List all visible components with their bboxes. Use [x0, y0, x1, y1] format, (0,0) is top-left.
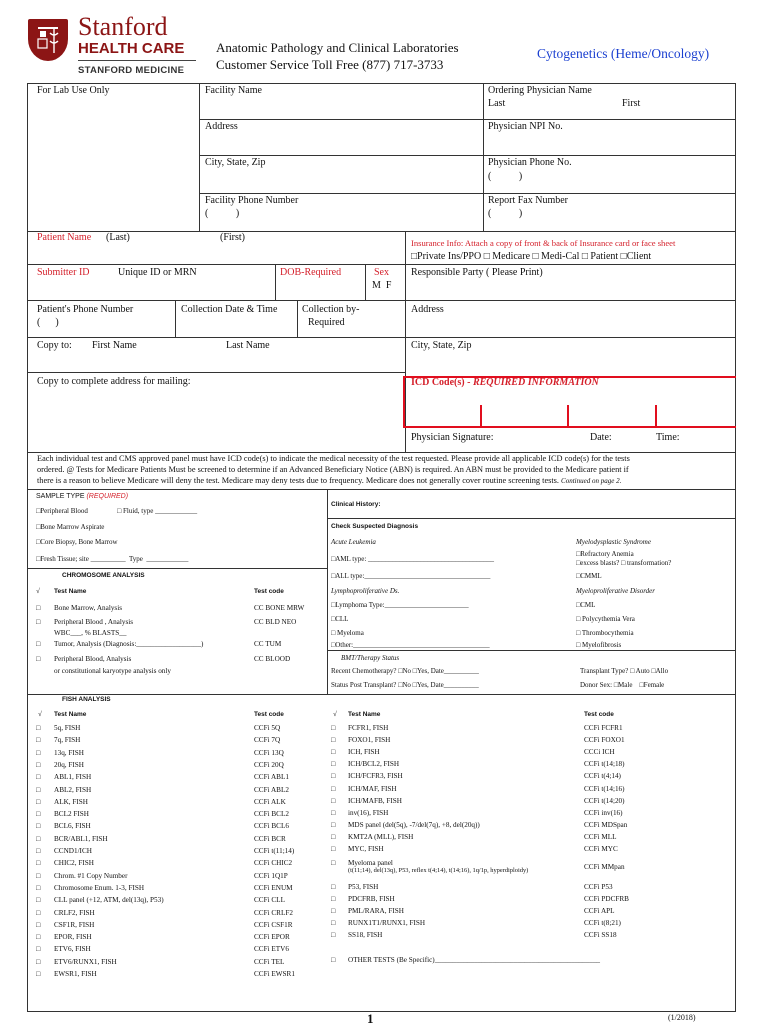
fish-checkbox[interactable]: □	[36, 749, 41, 757]
sex-label: Sex	[374, 267, 389, 278]
notice-line-1: Each individual test and CMS approved panel must have ICD code(s) to indicate the medical necessity of the test requested. Please provide all applicable ICD code(s) for the tests	[37, 454, 630, 463]
mds-label: Myelodysplastic Syndrome	[576, 538, 651, 546]
fish-test-code: CCFi MDSpan	[584, 821, 628, 829]
mpd-label: Myeloproliferative Disorder	[576, 587, 655, 595]
patient-phone-field[interactable]: Patient's Phone Number	[37, 304, 134, 315]
fish-test-code: CCFi MYC	[584, 845, 618, 853]
fish-left-check-header: √	[38, 710, 42, 718]
dx-all[interactable]: □ALL type:____________________________________	[331, 572, 491, 580]
dx-lymphoma[interactable]: □Lymphoma Type:________________________	[331, 601, 469, 609]
chromosome-test-name: Peripheral Blood , Analysis	[54, 618, 134, 626]
patient-phone-paren: ( )	[37, 317, 59, 328]
fish-test-name: Chrom. #1 Copy Number	[54, 872, 128, 880]
fish-test-name: ICH/FCFR3, FISH	[348, 772, 403, 780]
fish-test-code: CCFi t(8;21)	[584, 919, 621, 927]
fish-test-name: BCR/ABL1, FISH	[54, 835, 108, 843]
fish-test-code: CCFi CHIC2	[254, 859, 293, 867]
fish-test-code: CCFi t(14;20)	[584, 797, 625, 805]
fish-test-name: CHIC2, FISH	[54, 859, 94, 867]
fish-checkbox[interactable]: □	[36, 884, 41, 892]
fish-test-code: CCFi 5Q	[254, 724, 281, 732]
fish-test-code: CCFi t(14;18)	[584, 760, 625, 768]
fish-left-test-code-header: Test code	[254, 711, 284, 718]
dx-myeloma[interactable]: □ Myeloma	[331, 629, 364, 637]
responsible-city-field[interactable]: City, State, Zip	[411, 340, 472, 351]
fish-test-code: CCFi MMpan	[584, 863, 625, 871]
responsible-party-field[interactable]: Responsible Party ( Please Print)	[411, 267, 543, 278]
fish-test-name: CLL panel (+12, ATM, del(13q), P53)	[54, 896, 164, 904]
acute-leukemia-label: Acute Leukemia	[331, 538, 376, 546]
fish-checkbox[interactable]: □	[36, 835, 41, 843]
fish-checkbox[interactable]: □	[36, 786, 41, 794]
patient-first-field[interactable]: (First)	[220, 232, 245, 243]
fish-test-code: CCFi t(11;14)	[254, 847, 295, 855]
fish-test-code: CCFi ABL1	[254, 773, 289, 781]
fish-test-name: FCFR1, FISH	[348, 724, 389, 732]
fish-test-code: CCFi FOXO1	[584, 736, 625, 744]
fish-test-name: ICH/BCL2, FISH	[348, 760, 400, 768]
dept-line-2: Customer Service Toll Free (877) 717-3733	[216, 57, 444, 72]
form-version: (1/2018)	[668, 1013, 696, 1022]
physician-phone-paren: ( )	[488, 171, 523, 182]
responsible-address-field[interactable]: Address	[411, 304, 444, 315]
unique-id-field[interactable]: Unique ID or MRN	[118, 267, 197, 278]
physician-first-field[interactable]: First	[622, 98, 641, 109]
fish-checkbox[interactable]: □	[36, 872, 41, 880]
insurance-options[interactable]: □Private Ins/PPO □ Medicare □ Medi-Cal □ Patient □Client	[411, 251, 652, 262]
fish-checkbox[interactable]: □	[36, 909, 41, 917]
fish-checkbox[interactable]: □	[331, 907, 336, 915]
fish-left-test-name-header: Test Name	[54, 711, 87, 718]
copy-first-name-field[interactable]: First Name	[92, 340, 137, 351]
fish-test-name: CRLF2, FISH	[54, 909, 95, 917]
icd-codes-field[interactable]: ICD Code(s) - REQUIRED INFORMATION	[411, 377, 599, 388]
notice-line-3: there is a reason to believe Medicare will deny the test. Medicare may deny tests due to frequency. Medicare does not generally cover routine screening tests. Continued on page 2.	[37, 476, 622, 485]
chromosome-test-name: Bone Marrow, Analysis	[54, 604, 123, 612]
bmt-status-label: BMT/Therapy Status	[341, 654, 400, 662]
fish-test-name: MYC, FISH	[348, 845, 384, 853]
fish-test-name: ICH/MAFB, FISH	[348, 797, 402, 805]
fish-checkbox[interactable]: □	[36, 921, 41, 929]
fish-test-code: CCFi ABL2	[254, 786, 289, 794]
fish-checkbox[interactable]: □	[36, 810, 41, 818]
check-dx-label: Check Suspected Diagnosis	[331, 523, 419, 530]
lab-use-label: For Lab Use Only	[37, 85, 110, 96]
fish-test-name: ICH, FISH	[348, 748, 380, 756]
dx-aml[interactable]: □AML type: ____________________________________	[331, 555, 495, 563]
brand-sub: HEALTH CARE	[78, 40, 185, 57]
chromosome-test-code: CC TUM	[254, 640, 282, 648]
physician-last-field[interactable]: Last	[488, 98, 506, 109]
fish-test-name: CCND1/ICH	[54, 847, 92, 855]
fish-test-name: inv(16), FISH	[348, 809, 389, 817]
facility-phone-paren: ( )	[205, 208, 240, 219]
lpd-label: Lymphoproliferative Ds.	[331, 587, 400, 595]
sample-core-biopsy[interactable]: □Core Biopsy, Bone Marrow	[36, 538, 118, 546]
fish-checkbox[interactable]: □	[36, 933, 41, 941]
fish-test-code: CCFi SS18	[584, 931, 617, 939]
chromosome-test-code: CC BONE MRW	[254, 604, 305, 612]
fish-checkbox[interactable]: □	[36, 724, 41, 732]
fish-checkbox[interactable]: □	[36, 761, 41, 769]
patient-last-field[interactable]: (Last)	[106, 232, 130, 243]
fish-checkbox[interactable]: □	[331, 883, 336, 891]
dx-cmml[interactable]: □CMML	[576, 572, 602, 580]
report-fax-field[interactable]: Report Fax Number	[488, 195, 568, 206]
fish-test-code: CCFi ALK	[254, 798, 286, 806]
collection-by-required: Required	[308, 317, 345, 328]
sample-bone-marrow-aspirate[interactable]: □Bone Marrow Aspirate	[36, 523, 105, 531]
facility-phone-field[interactable]: Facility Phone Number	[205, 195, 299, 206]
myeloma-panel-detail: (t(11;14), del(13q), P53, reflex t(4;14), t(14;16), 1q/1p, hyperdiploidy)	[348, 867, 529, 874]
fish-test-code: CCFi 1Q1P	[254, 872, 288, 880]
page-number: 1	[367, 1011, 374, 1026]
status-post-transplant-field[interactable]: Status Post Transplant? □No □Yes, Date__________	[331, 681, 479, 689]
form-title: Cytogenetics (Heme/Oncology)	[537, 46, 710, 61]
physician-phone-field[interactable]: Physician Phone No.	[488, 157, 572, 168]
fish-test-code: CCFi inv(16)	[584, 809, 623, 817]
fish-checkbox[interactable]: □	[36, 736, 41, 744]
fish-test-name: ALK, FISH	[54, 798, 88, 806]
fish-checkbox[interactable]: □	[331, 809, 336, 817]
fish-test-code: CCFi 13Q	[254, 749, 284, 757]
fish-test-name: PML/RARA, FISH	[348, 907, 404, 915]
chromosome-test-name: or constitutional karyotype analysis only	[54, 667, 171, 675]
fish-analysis-title: FISH ANALYSIS	[62, 696, 111, 703]
fish-checkbox[interactable]: □	[36, 847, 41, 855]
fish-test-code: CCFi t(14;16)	[584, 785, 625, 793]
fish-test-code: CCFi PDCFRB	[584, 895, 629, 903]
other-tests-checkbox[interactable]: □	[331, 956, 336, 964]
fish-checkbox[interactable]: □	[331, 919, 336, 927]
brand-divider	[78, 60, 196, 61]
fish-test-code: CCFi CSF1R	[254, 921, 293, 929]
fish-test-code: CCFi EWSR1	[254, 970, 295, 978]
fish-right-test-name-header: Test Name	[348, 711, 381, 718]
fish-test-name: Myeloma panel	[348, 859, 393, 867]
fish-checkbox[interactable]: □	[36, 896, 41, 904]
fish-test-name: ICH/MAF, FISH	[348, 785, 397, 793]
dx-thrombocythemia[interactable]: □ Thrombocythemia	[576, 629, 634, 637]
collection-by-field[interactable]: Collection by-	[302, 304, 360, 315]
recent-chemo-field[interactable]: Recent Chemotherapy? □No □Yes, Date__________	[331, 667, 479, 675]
fish-test-name: 20q, FISH	[54, 761, 84, 769]
chromosome-analysis-title: CHROMOSOME ANALYSIS	[62, 572, 145, 579]
fish-test-code: CCFi BCL6	[254, 822, 289, 830]
report-fax-paren: ( )	[488, 208, 523, 219]
fish-test-name: EWSR1, FISH	[54, 970, 97, 978]
chromosome-test-name: WBC___, % BLASTS__	[54, 629, 127, 637]
sample-type-label: SAMPLE TYPE (REQUIRED)	[36, 493, 129, 500]
fish-test-name: RUNX1T1/RUNX1, FISH	[348, 919, 426, 927]
fish-checkbox[interactable]: □	[331, 772, 336, 780]
signature-time-field[interactable]: Time:	[656, 432, 680, 443]
fish-checkbox[interactable]: □	[331, 748, 336, 756]
fish-test-code: CCFi BCR	[254, 835, 286, 843]
dob-field[interactable]: DOB-Required	[280, 267, 342, 278]
fish-checkbox[interactable]: □	[331, 785, 336, 793]
chromosome-check-header: √	[36, 587, 40, 595]
physician-npi-field[interactable]: Physician NPI No.	[488, 121, 563, 132]
donor-sex-field[interactable]: Donor Sex: □Male □Female	[580, 681, 665, 689]
sample-fresh-tissue[interactable]: □Fresh Tissue; site __________ Type ____________	[36, 555, 189, 563]
chromosome-test-code: CC BLD NEO	[254, 618, 297, 626]
fish-checkbox[interactable]: □	[331, 724, 336, 732]
fish-test-name: BCL2 FISH	[54, 810, 89, 818]
brand-medicine: STANFORD MEDICINE	[78, 65, 185, 76]
fish-checkbox[interactable]: □	[331, 736, 336, 744]
sample-fluid[interactable]: □ Fluid, type ____________	[117, 507, 198, 515]
copy-to-label: Copy to:	[37, 340, 72, 351]
stanford-shield-logo	[28, 19, 68, 61]
fish-checkbox[interactable]: □	[331, 895, 336, 903]
patient-name-label: Patient Name	[37, 232, 92, 243]
fish-test-name: ETV6, FISH	[54, 945, 91, 953]
brand-name: Stanford	[78, 12, 168, 41]
fish-checkbox[interactable]: □	[331, 833, 336, 841]
fish-checkbox[interactable]: □	[331, 821, 336, 829]
clinical-history-field[interactable]: Clinical History:	[331, 501, 381, 508]
fish-checkbox[interactable]: □	[36, 773, 41, 781]
fish-test-name: ABL2, FISH	[54, 786, 92, 794]
fish-checkbox[interactable]: □	[331, 859, 336, 867]
fish-test-code: CCCi ICH	[584, 748, 615, 756]
chromosome-checkbox[interactable]: □	[36, 655, 41, 663]
fish-test-name: Chromosome Enum. 1-3, FISH	[54, 884, 145, 892]
fish-checkbox[interactable]: □	[331, 931, 336, 939]
fish-test-code: CCFi 7Q	[254, 736, 281, 744]
fish-test-name: 7q, FISH	[54, 736, 81, 744]
dx-myelofibrosis[interactable]: □ Myelofibrosis	[576, 641, 622, 649]
fish-test-code: CCFi TEL	[254, 958, 285, 966]
dx-excess-blasts[interactable]: □excess blasts? □ transformation?	[576, 559, 672, 567]
dx-cll[interactable]: □CLL	[331, 615, 349, 623]
notice-line-2: ordered. @ Tests for Medicare Patients Must be screened to determine if an Advanced Beneficiary Notice (ABN) is required. An ABN must be provided to the Medicare patient if	[37, 465, 629, 474]
fish-test-name: P53, FISH	[348, 883, 379, 891]
fish-test-name: MDS panel (del(5q), -7/del(7q), +8, del(20q))	[348, 821, 480, 829]
sample-peripheral-blood[interactable]: □Peripheral Blood	[36, 507, 88, 515]
fish-test-name: ETV6/RUNX1, FISH	[54, 958, 117, 966]
fish-test-name: CSF1R, FISH	[54, 921, 95, 929]
fish-test-code: CCFi 20Q	[254, 761, 284, 769]
transplant-type-field[interactable]: Transplant Type? □ Auto □Allo	[580, 667, 669, 675]
fish-right-check-header: √	[333, 710, 337, 718]
fish-test-name: FOXO1, FISH	[348, 736, 391, 744]
facility-name-field[interactable]: Facility Name	[205, 85, 262, 96]
signature-date-field[interactable]: Date:	[590, 432, 612, 443]
sex-options[interactable]: M F	[372, 280, 392, 291]
fish-checkbox[interactable]: □	[331, 797, 336, 805]
fish-test-code: CCFi APL	[584, 907, 615, 915]
fish-test-name: 13q, FISH	[54, 749, 84, 757]
copy-last-name-field[interactable]: Last Name	[226, 340, 270, 351]
fish-checkbox[interactable]: □	[36, 798, 41, 806]
dx-cml[interactable]: □CML	[576, 601, 596, 609]
fish-test-name: 5q, FISH	[54, 724, 81, 732]
fish-test-name: KMT2A (MLL), FISH	[348, 833, 414, 841]
fish-test-name: ABL1, FISH	[54, 773, 92, 781]
fish-test-code: CCFi t(4;14)	[584, 772, 621, 780]
copy-mailing-field[interactable]: Copy to complete address for mailing:	[37, 376, 191, 387]
chromosome-test-name-header: Test Name	[54, 588, 87, 595]
icd-box-bottom	[403, 426, 736, 428]
fish-checkbox[interactable]: □	[36, 970, 41, 978]
ordering-physician-label: Ordering Physician Name	[488, 85, 592, 96]
dx-other[interactable]: □Other:_______________________________________	[331, 641, 490, 649]
fish-test-code: CCFi CLL	[254, 896, 285, 904]
fish-checkbox[interactable]: □	[331, 845, 336, 853]
fish-test-name: PDCFRB, FISH	[348, 895, 395, 903]
insurance-info-label: Insurance Info: Attach a copy of front & back of Insurance card or face sheet	[411, 238, 676, 248]
fish-test-code: CCFi ENUM	[254, 884, 293, 892]
fish-checkbox[interactable]: □	[36, 958, 41, 966]
other-tests-field[interactable]: OTHER TESTS (Be Specific)______________________________________________	[348, 956, 601, 964]
fish-checkbox[interactable]: □	[36, 822, 41, 830]
dx-polycythemia-vera[interactable]: □ Polycythemia Vera	[576, 615, 635, 623]
dx-refractory-anemia[interactable]: □Refractory Anemia	[576, 550, 634, 558]
chromosome-checkbox[interactable]: □	[36, 618, 41, 626]
chromosome-test-name: Peripheral Blood, Analysis	[54, 655, 132, 663]
fish-test-name: SS18, FISH	[348, 931, 383, 939]
chromosome-test-code-header: Test code	[254, 588, 284, 595]
fish-test-code: CCFi FCFR1	[584, 724, 623, 732]
fish-test-code: CCFi CRLF2	[254, 909, 293, 917]
facility-address-field[interactable]: Address	[205, 121, 238, 132]
fish-test-code: CCFi P53	[584, 883, 613, 891]
facility-city-field[interactable]: City, State, Zip	[205, 157, 266, 168]
dept-line-1: Anatomic Pathology and Clinical Laboratories	[216, 40, 459, 55]
fish-test-name: EPOR, FISH	[54, 933, 92, 941]
fish-checkbox[interactable]: □	[331, 760, 336, 768]
chromosome-checkbox[interactable]: □	[36, 640, 41, 648]
physician-signature-field[interactable]: Physician Signature:	[411, 432, 494, 443]
fish-test-name: BCL6, FISH	[54, 822, 91, 830]
chromosome-test-name: Tumor, Analysis (Diagnosis:__________________)	[54, 640, 204, 648]
chromosome-checkbox[interactable]: □	[36, 604, 41, 612]
fish-checkbox[interactable]: □	[36, 859, 41, 867]
collection-datetime-field[interactable]: Collection Date & Time	[181, 304, 278, 315]
fish-test-code: CCFi MLL	[584, 833, 617, 841]
fish-test-code: CCFi EPOR	[254, 933, 290, 941]
chromosome-test-code: CC BLOOD	[254, 655, 291, 663]
fish-test-code: CCFi ETV6	[254, 945, 289, 953]
icd-box-left	[403, 376, 405, 428]
fish-checkbox[interactable]: □	[36, 945, 41, 953]
fish-right-test-code-header: Test code	[584, 711, 614, 718]
fish-test-code: CCFi BCL2	[254, 810, 289, 818]
submitter-id-label: Submitter ID	[37, 267, 90, 278]
